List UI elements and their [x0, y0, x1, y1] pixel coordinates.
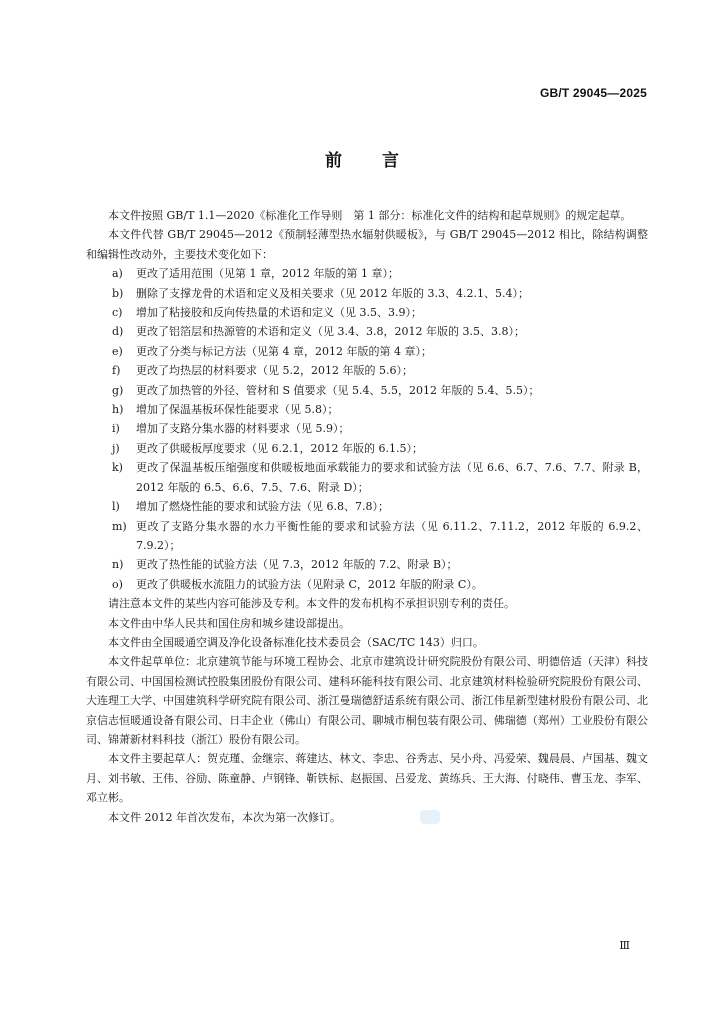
proposer-paragraph: 本文件由中华人民共和国住房和城乡建设部提出。: [108, 616, 350, 630]
item-label: i): [112, 422, 120, 436]
item-text: 更改了均热层的材料要求（见 5.2，2012 年版的 5.6）；: [136, 364, 413, 378]
item-label: l): [112, 500, 120, 514]
item-label: f): [112, 364, 121, 378]
item-text: 更改了加热管的外径、管材和 S 值要求（见 5.4、5.5，2012 年版的 5.4、5.5）；: [136, 383, 540, 397]
item-text: 更改了支路分集水器的水力平衡性能的要求和试验方法（见 6.11.2、7.11.2，2012 年版的 6.9.2、7.9.2）；: [136, 519, 648, 552]
change-item: [86, 284, 648, 303]
item-text: 删除了支撑龙骨的术语和定义及相关要求（见 2012 年版的 3.3、4.2.1、5.4）；: [136, 286, 529, 300]
change-item: [86, 303, 648, 322]
item-label: a): [112, 267, 123, 281]
change-item: [86, 575, 648, 594]
change-item: [86, 322, 648, 341]
item-text: 更改了铝箔层和热源管的术语和定义（见 3.4、3.8，2012 年版的 3.5、3.8）；: [136, 325, 525, 339]
publication-history-paragraph: 本文件 2012 年首次发布，本次为第一次修订。: [108, 810, 341, 824]
change-item: [86, 517, 648, 556]
change-item: [86, 361, 648, 380]
intro-paragraph: 本文件代替 GB/T 29045—2012《预制轻薄型热水辐射供暖板》，与 GB/T 29045—2012 相比，除结构调整和编辑性改动外，主要技术变化如下：: [86, 228, 648, 261]
change-item: [86, 439, 648, 458]
foreword-body: [86, 206, 648, 827]
item-text: 增加了支路分集水器的材料要求（见 5.9）；: [136, 422, 350, 436]
changes-list: [86, 264, 648, 594]
change-item: [86, 458, 648, 497]
change-item: [86, 264, 648, 283]
change-item: [86, 342, 648, 361]
document-code: GB/T 29045—2025: [539, 86, 647, 100]
item-text: 增加了粘接胶和反向传热量的术语和定义（见 3.5、3.9）；: [136, 306, 422, 320]
item-label: j): [112, 441, 120, 455]
item-text: 更改了适用范围（见第 1 章，2012 年版的第 1 章）；: [136, 267, 399, 281]
change-item: [86, 555, 648, 574]
page-title: 前言: [325, 151, 439, 171]
item-text: 增加了保温基板环保性能要求（见 5.8）；: [136, 403, 339, 417]
change-item: [86, 419, 648, 438]
item-label: o): [112, 577, 123, 591]
drafters-paragraph: 本文件主要起草人：贺克瑾、金继宗、蒋建达、林文、李忠、谷秀志、吴小舟、冯爱荣、魏晨晨、卢国基、魏文月、刘书敏、王伟、谷励、陈童静、卢钢锋、靳铁标、赵振国、吕爱龙、黄练兵、王大海、付晓伟、曹玉龙、李军、邓立彬。: [86, 752, 648, 805]
item-text: 增加了燃烧性能的要求和试验方法（见 6.8、7.8）；: [136, 500, 389, 514]
item-label: k): [112, 461, 123, 475]
item-label: c): [112, 306, 123, 320]
item-text: 更改了供暖板厚度要求（见 6.2.1，2012 年版的 6.1.5）；: [136, 441, 423, 455]
committee-paragraph: 本文件由全国暖通空调及净化设备标准化技术委员会（SAC/TC 143）归口。: [108, 635, 484, 649]
patent-notice-paragraph: 请注意本文件的某些内容可能涉及专利。本文件的发布机构不承担识别专利的责任。: [108, 597, 515, 611]
drafting-units-paragraph: 本文件起草单位：北京建筑节能与环境工程协会、北京市建筑设计研究院股份有限公司、明德倍适（天津）科技有限公司、中国国检测试控股集团股份有限公司、建科环能科技有限公司、北京建筑材料检验研究院股份有限公司、大连理工大学、中国建筑科学研究院有限公司、浙江曼瑞德舒适系统有限公司、浙江伟星新型建材股份有限公司、北京信志恒暖通设备有限公司、日丰企业（佛山）有限公司、聊城市桐包装有限公司、佛瑞德（郑州）工业股份有限公司、锦萧新材料科技（浙江）股份有限公司。: [86, 655, 648, 746]
item-label: g): [112, 383, 124, 397]
item-label: b): [112, 286, 124, 300]
item-text: 更改了分类与标记方法（见第 4 章，2012 年版的第 4 章）；: [136, 344, 432, 358]
item-label: m): [112, 519, 127, 533]
item-label: e): [112, 344, 123, 358]
item-text: 更改了热性能的试验方法（见 7.3，2012 年版的 7.2、附录 B）；: [136, 558, 458, 572]
item-text: 更改了保温基板压缩强度和供暖板地面承载能力的要求和试验方法（见 6.6、6.7、7.6、7.7、附录 B，2012 年版的 6.5、6.6、7.5、7.6、附录 D）；: [136, 461, 648, 494]
change-item: [86, 497, 648, 516]
item-label: n): [112, 558, 124, 572]
item-label: d): [112, 325, 124, 339]
item-label: h): [112, 403, 124, 417]
page-number: Ⅲ: [619, 939, 630, 952]
item-text: 更改了供暖板水流阻力的试验方法（见附录 C，2012 年版的附录 C）。: [136, 577, 483, 591]
change-item: [86, 381, 648, 400]
intro-paragraph: 本文件按照 GB/T 1.1—2020《标准化工作导则 第 1 部分：标准化文件的结构和起草规则》的规定起草。: [108, 209, 632, 222]
watermark-logo: [420, 810, 440, 824]
change-item: [86, 400, 648, 419]
